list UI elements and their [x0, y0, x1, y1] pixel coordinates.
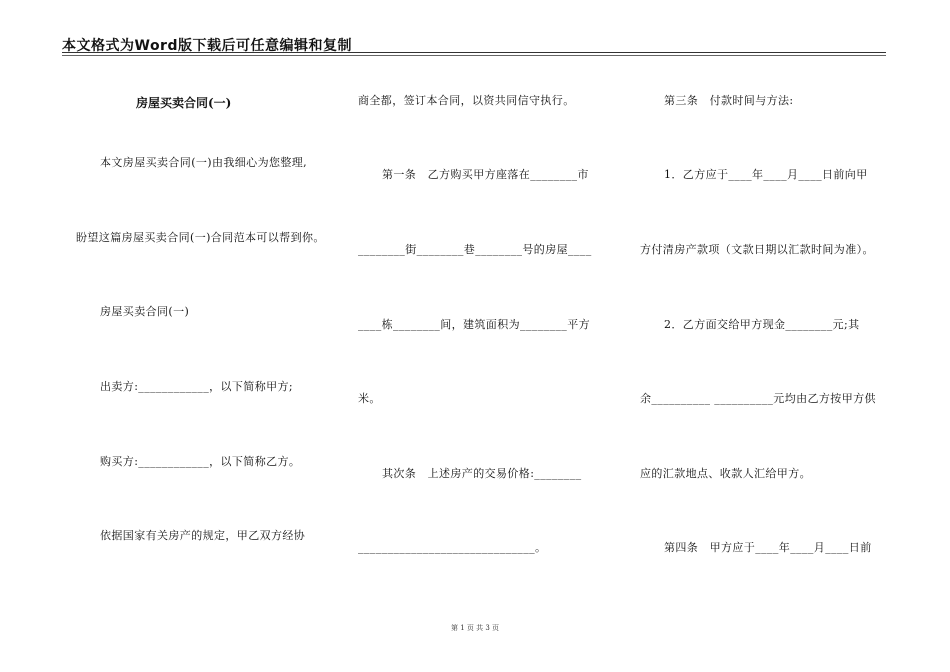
text-line: 房屋买卖合同(一) — [100, 305, 190, 318]
text-line: 方付清房产款项（文款日期以汇款时间为准）。 — [640, 243, 874, 256]
text-line: 第三条 付款时间与方法: — [664, 94, 794, 107]
page-number: 第 1 页 共 3 页 — [450, 624, 500, 632]
text-line: 商全都，签订本合同，以资共同信守执行。 — [358, 94, 575, 107]
text-line: 余__________ __________元均由乙方按甲方供 — [640, 392, 876, 405]
text-line: 出卖方:____________，以下简称甲方; — [100, 380, 294, 393]
text-line: 2．乙方面交给甲方现金________元;其 — [664, 318, 860, 331]
text-line: ________街________巷________号的房屋____ — [358, 243, 592, 256]
text-line: 米。 — [358, 392, 381, 405]
text-line: 第一条 乙方购买甲方座落在________市 — [382, 168, 589, 181]
text-line: 1．乙方应于____年____月____日前向甲 — [664, 168, 868, 181]
header-title: 本文格式为Word版下载后可任意编辑和复制 — [62, 38, 352, 54]
text-line: 盼望这篇房屋买卖合同(一)合同范本可以帮到你。 — [76, 231, 325, 244]
text-line: ____栋________间，建筑面积为________平方 — [358, 318, 590, 331]
text-line: 应的汇款地点、收款人汇给甲方。 — [640, 467, 811, 480]
doc-title: 房屋买卖合同(一) — [136, 96, 232, 110]
text-line: 本文房屋买卖合同(一)由我细心为您整理, — [100, 156, 308, 169]
text-line: 购买方:____________，以下简称乙方。 — [100, 455, 301, 468]
header-rule — [62, 52, 886, 53]
text-line: ______________________________。 — [358, 541, 547, 554]
header-rule-thin — [62, 55, 886, 56]
text-line: 其次条 上述房产的交易价格:________ — [382, 467, 582, 480]
text-line: 依据国家有关房产的规定，甲乙双方经协 — [100, 529, 306, 542]
text-line: 第四条 甲方应于____年____月____日前 — [664, 541, 872, 554]
